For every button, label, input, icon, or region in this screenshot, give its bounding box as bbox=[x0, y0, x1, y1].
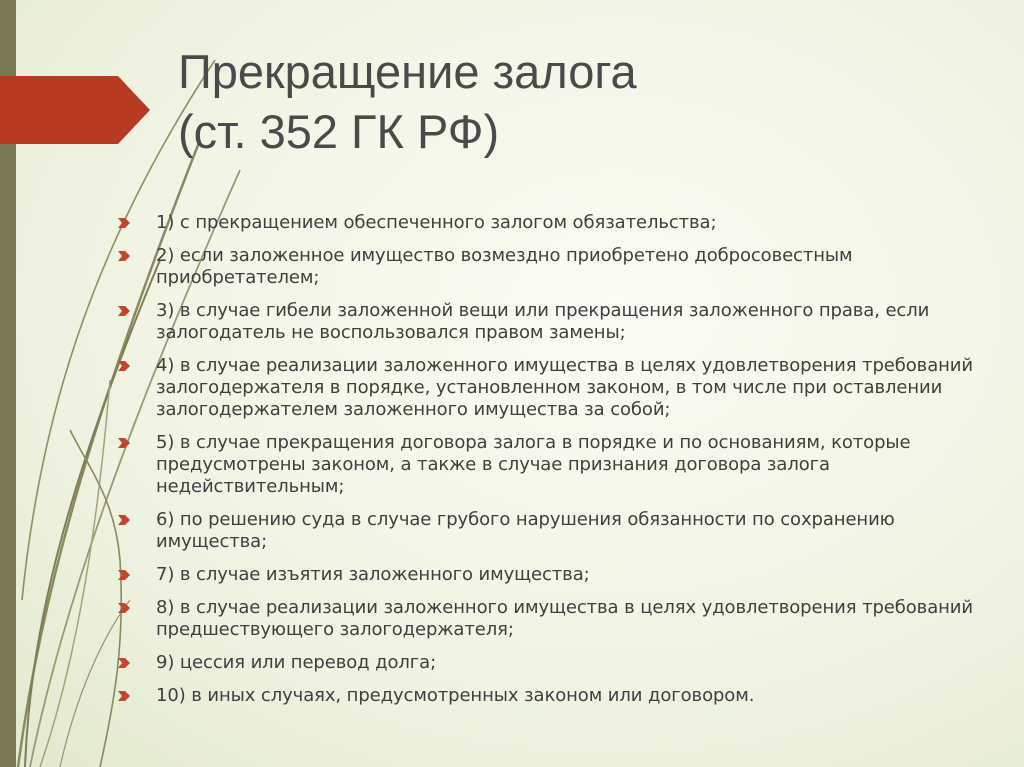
slide-title bbox=[178, 42, 978, 162]
arrow-bullet-icon bbox=[118, 306, 130, 316]
list-item-6 bbox=[118, 509, 978, 553]
arrow-bullet-icon bbox=[118, 515, 130, 525]
content-list bbox=[118, 212, 978, 718]
list-item-8 bbox=[118, 597, 978, 641]
list-item-text: 6) по решению суда в случае грубого нарушения обязанности по сохранению имущества; bbox=[156, 509, 895, 552]
list-item-text: 5) в случае прекращения договора залога в порядке и по основаниям, которые предусмотрены законом, а также в случае признания договора залога недействительным; bbox=[156, 432, 911, 497]
title-line-2: (ст. 352 ГК РФ) bbox=[178, 105, 500, 158]
list-item-text: 1) с прекращением обеспеченного залогом обязательства; bbox=[156, 212, 717, 233]
list-item-3 bbox=[118, 300, 978, 344]
list-item-9 bbox=[118, 652, 978, 674]
arrow-bullet-icon bbox=[118, 361, 130, 371]
arrow-bullet-icon bbox=[118, 691, 130, 701]
list-item-text: 2) если заложенное имущество возмездно приобретено добросовестным приобретателем; bbox=[156, 245, 853, 288]
list-item-7 bbox=[118, 564, 978, 586]
list-item-10 bbox=[118, 685, 978, 707]
title-line-1: Прекращение залога bbox=[178, 45, 637, 98]
list-item-text: 4) в случае реализации заложенного имущества в целях удовлетворения требований залогодержателя в порядке, установленном законом, в том числе при оставлении залогодержателем заложенного имущества за собой; bbox=[156, 355, 973, 420]
arrow-bullet-icon bbox=[118, 251, 130, 261]
list-item-text: 9) цессия или перевод долга; bbox=[156, 652, 437, 673]
red-flag-shape bbox=[0, 76, 150, 144]
arrow-bullet-icon bbox=[118, 438, 130, 448]
arrow-bullet-icon bbox=[118, 603, 130, 613]
list-item-2 bbox=[118, 245, 978, 289]
list-item-1 bbox=[118, 212, 978, 234]
list-item-text: 3) в случае гибели заложенной вещи или прекращения заложенного права, если залогодатель не воспользовался правом замены; bbox=[156, 300, 930, 343]
list-item-text: 7) в случае изъятия заложенного имущества; bbox=[156, 564, 590, 585]
arrow-bullet-icon bbox=[118, 658, 130, 668]
list-item-5 bbox=[118, 432, 978, 498]
list-item-4 bbox=[118, 355, 978, 421]
arrow-bullet-icon bbox=[118, 570, 130, 580]
arrow-bullet-icon bbox=[118, 218, 130, 228]
list-item-text: 8) в случае реализации заложенного имущества в целях удовлетворения требований предшествующего залогодержателя; bbox=[156, 597, 973, 640]
list-item-text: 10) в иных случаях, предусмотренных законом или договором. bbox=[156, 685, 755, 706]
